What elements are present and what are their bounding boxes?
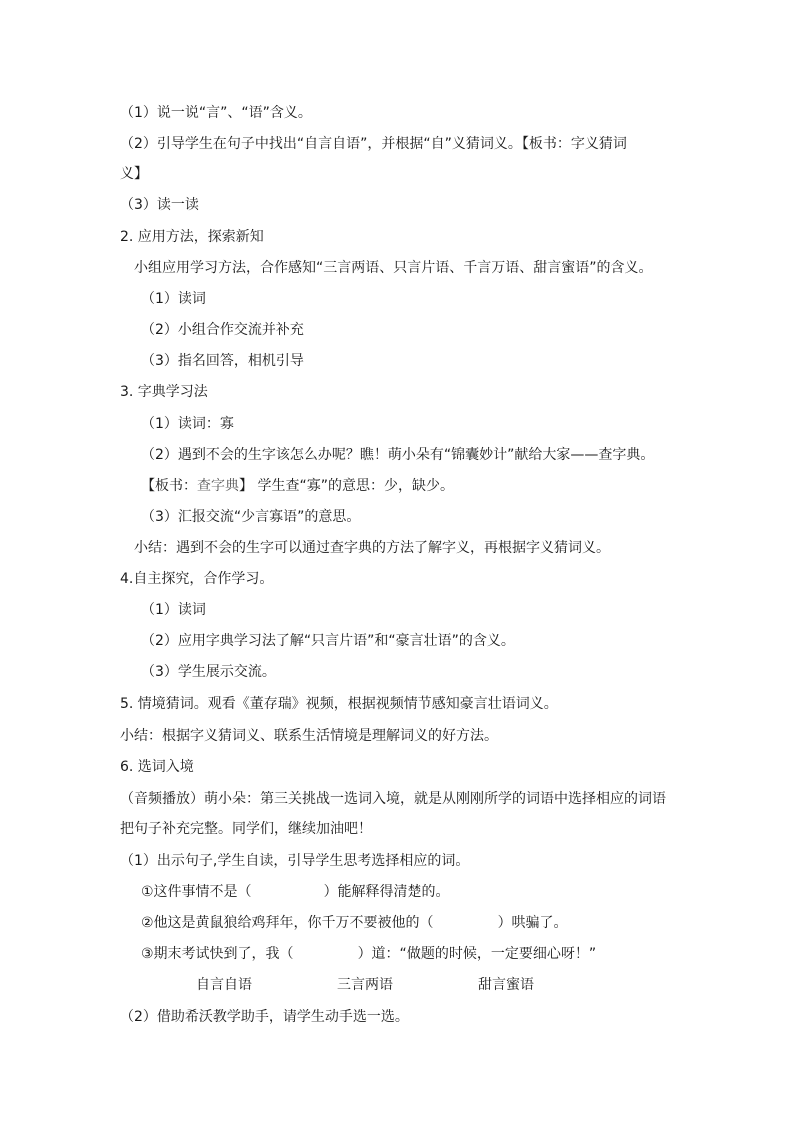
step-3-1: （1）读词：寡 [141,416,234,432]
answer-blank-1 [252,882,324,896]
step-4-1: （1）读词 [141,602,206,618]
para-2: 小组应用学习方法，合作感知“三言两语、只言片语、千言万语、甜言蜜语”的含义。 [134,260,653,276]
question-2-end: ）哄骗了。 [497,915,568,931]
para-6: （音频播放）萌小朵：第三关挑战一选词入境，就是从刚刚所学的词语中选择相应的词语 [120,791,666,807]
answer-blank-3 [294,944,358,958]
heading-2: 2. 应用方法，探索新知 [120,229,264,245]
step-1-1: （1）说一说“言”、“语”含义。 [120,105,312,121]
step-4-2: （2）应用字典学习法了解“只言片语”和“豪言壮语”的含义。 [141,633,515,649]
step-2-3: （3）指名回答，相机引导 [141,353,304,369]
heading-6: 6. 选词入境 [120,759,194,775]
question-1 [141,882,450,902]
summary-5: 小结：根据字义猜词义、联系生活情境是理解词义的好方法。 [120,728,498,744]
board-open: 【板书： [141,478,197,494]
word-choice-3: 甜言蜜语 [478,977,534,993]
question-1-end: ）能解释得清楚的。 [323,884,450,900]
step-1-3: （3）读一读 [120,197,199,213]
word-choice-1: 自言自语 [196,977,252,993]
question-3-start: ③期末考试快到了，我（ [141,946,294,962]
step-4-3: （3）学生展示交流。 [141,664,276,680]
step-1-2-cont: 义】 [120,166,148,182]
para-6-cont: 把句子补充完整。同学们，继续加油吧！ [120,821,372,837]
summary-3: 小结：遇到不会的生字可以通过查字典的方法了解字义，再根据字义猜词义。 [134,540,610,556]
step-3-2: （2）遇到不会的生字该怎么办呢？瞧！萌小朵有“锦囊妙计”献给大家——查字典。 [141,447,655,463]
word-choice-2: 三言两语 [337,977,393,993]
question-2-start: ②他这是黄鼠狼给鸡拜年，你千万不要被他的（ [141,915,434,931]
step-2-2: （2）小组合作交流并补充 [141,322,304,338]
question-2 [141,913,568,933]
step-2-1: （1）读词 [141,291,206,307]
word-choices [196,975,534,995]
heading-5: 5. 情境猜词。观看《董存瑞》视频，根据视频情节感知豪言壮语词义。 [120,696,558,712]
board-label: 查字典 [197,478,239,494]
board-note-3 [141,476,454,496]
question-1-start: ①这件事情不是（ [141,884,252,900]
answer-blank-2 [434,913,498,927]
step-6-2: （2）借助希沃教学助手，请学生动手选一选。 [120,1009,409,1025]
step-3-3: （3）汇报交流“少言寡语”的意思。 [141,509,361,525]
board-rest: 】 学生查“寡”的意思：少，缺少。 [239,478,454,494]
step-6-1: （1）出示句子,学生自读，引导学生思考选择相应的词。 [120,853,470,869]
heading-3: 3. 字典学习法 [120,384,208,400]
heading-4: 4.自主探究，合作学习。 [120,571,274,587]
step-1-2: （2）引导学生在句子中找出“自言自语”，并根据“自”义猜词义。【板书：字义猜词 [120,136,627,152]
question-3 [141,944,596,964]
question-3-end: ）道：“做题的时候，一定要细心呀！” [357,946,597,962]
